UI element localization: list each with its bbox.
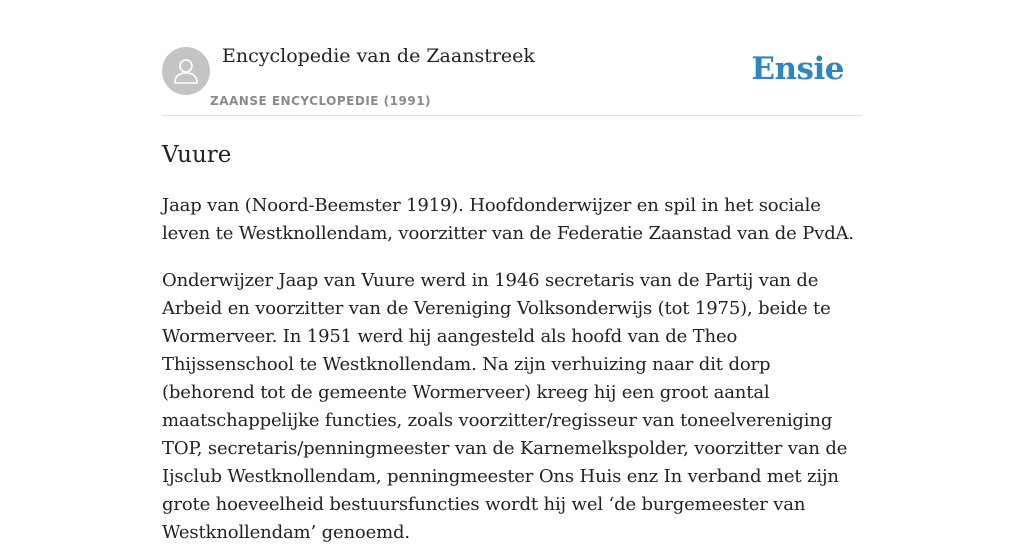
source-header: [162, 0, 862, 116]
article-paragraph-body: Onderwijzer Jaap van Vuure werd in 1946 secretaris van de Partij van de Arbeid en voorzitter van de Vereniging Volksonderwijs (tot 1975), beide te Wormerveer. In 1951 werd hij aangesteld als hoofd van de Theo Thijssenschool te Westknollendam. Na zijn verhuizing naar dit dorp (behorend tot de gemeente Wormerveer) kreeg hij een groot aantal maatschappelijke functies, zoals voorzitter/regisseur van toneelvereniging TOP, secretaris/penningmeester van de Karnemelkspolder, voorzitter van de Ijsclub Westknollendam, penningmeester Ons Huis enz In verband met zijn grote hoeveelheid bestuursfuncties wordt hij wel ‘de burgemeester van Westknollendam’ genoemd.: [162, 270, 848, 543]
user-icon: [171, 56, 201, 86]
source-subtitle[interactable]: ZAANSE ENCYCLOPEDIE (1991): [210, 94, 432, 108]
source-title[interactable]: Encyclopedie van de Zaanstreek: [222, 45, 535, 67]
avatar[interactable]: [162, 47, 210, 95]
brand-logo[interactable]: Ensie: [751, 51, 844, 87]
content-column: [162, 0, 862, 547]
article-paragraph-intro: Jaap van (Noord-Beemster 1919). Hoofdonderwijzer en spil in het sociale leven te Westknollendam, voorzitter van de Federatie Zaanstad van de PvdA.: [162, 195, 854, 244]
article-title: Vuure: [162, 142, 232, 168]
